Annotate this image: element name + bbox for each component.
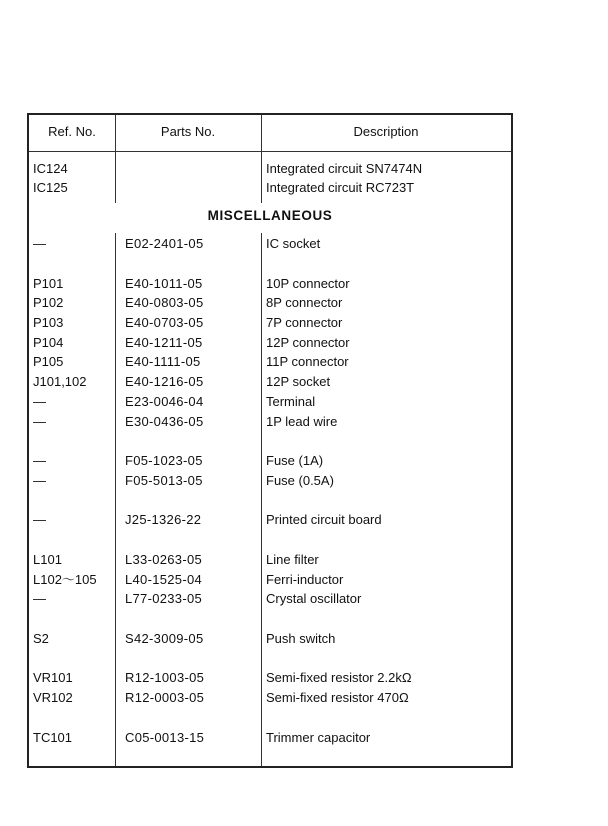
description-cell: 10P connector <box>266 276 350 291</box>
part-cell: E40-1111-05 <box>125 354 201 369</box>
description-cell: Semi-fixed resistor 2.2kΩ <box>266 670 412 685</box>
table-row <box>29 452 511 470</box>
table-row <box>29 294 511 312</box>
description-cell: Integrated circuit SN7474N <box>266 161 423 176</box>
description-cell: Line filter <box>266 552 319 567</box>
header-rule <box>29 151 511 152</box>
table-row <box>29 729 511 747</box>
description-cell: 1P lead wire <box>266 414 338 429</box>
ref-cell: L102～105 <box>33 572 97 587</box>
description-cell: Fuse (0.5A) <box>266 473 334 488</box>
table-row <box>29 334 511 352</box>
ref-cell: TC101 <box>33 730 73 745</box>
part-cell: L33-0263-05 <box>125 552 203 567</box>
part-cell: E30-0436-05 <box>125 414 204 429</box>
description-cell: IC socket <box>266 236 321 251</box>
table-row <box>29 235 511 253</box>
table-row <box>29 689 511 707</box>
ref-cell: P103 <box>33 315 64 330</box>
ref-cell: — <box>33 473 46 488</box>
part-cell: C05-0013-15 <box>125 730 205 745</box>
part-cell: F05-5013-05 <box>125 473 203 488</box>
description-cell: Terminal <box>266 394 316 409</box>
part-cell: E40-0803-05 <box>125 295 204 310</box>
table-row <box>29 590 511 608</box>
description-cell: 7P connector <box>266 315 343 330</box>
ref-cell: L101 <box>33 552 62 567</box>
table-row <box>29 630 511 648</box>
part-cell: J25-1326-22 <box>125 512 202 527</box>
description-cell: Printed circuit board <box>266 512 382 527</box>
part-cell: R12-0003-05 <box>125 690 205 705</box>
table-row <box>29 353 511 371</box>
part-cell: S42-3009-05 <box>125 631 204 646</box>
ref-cell: — <box>33 453 46 468</box>
ref-cell: — <box>33 512 46 527</box>
description-cell: Push switch <box>266 631 336 646</box>
part-cell: F05-1023-05 <box>125 453 203 468</box>
ref-cell: P104 <box>33 335 64 350</box>
ref-cell: — <box>33 414 46 429</box>
ref-cell: — <box>33 591 46 606</box>
part-cell: E40-1211-05 <box>125 335 203 350</box>
header-description: Description <box>353 124 419 139</box>
table-row <box>29 511 511 529</box>
ref-cell: IC125 <box>33 180 68 195</box>
description-cell: Crystal oscillator <box>266 591 362 606</box>
table-row <box>29 413 511 431</box>
ref-cell: P105 <box>33 354 64 369</box>
part-cell: E23-0046-04 <box>125 394 204 409</box>
description-cell: Fuse (1A) <box>266 453 324 468</box>
part-cell: E40-0703-05 <box>125 315 204 330</box>
table-row <box>29 373 511 391</box>
table-row <box>29 571 511 589</box>
table-row <box>29 314 511 332</box>
table-row <box>29 669 511 687</box>
ref-cell: VR101 <box>33 670 73 685</box>
description-cell: Integrated circuit RC723T <box>266 180 415 195</box>
description-cell: 11P connector <box>266 354 349 369</box>
table-row <box>29 472 511 490</box>
description-cell: Trimmer capacitor <box>266 730 371 745</box>
ref-cell: IC124 <box>33 161 68 176</box>
part-cell: L77-0233-05 <box>125 591 203 606</box>
description-cell: Semi-fixed resistor 470Ω <box>266 690 409 705</box>
table-row <box>29 179 511 197</box>
parts-table <box>27 113 513 768</box>
header-parts-no: Parts No. <box>160 124 216 139</box>
section-title: MISCELLANEOUS <box>207 208 333 223</box>
part-cell: E40-1216-05 <box>125 374 204 389</box>
part-cell: R12-1003-05 <box>125 670 205 685</box>
ref-cell: P101 <box>33 276 64 291</box>
part-cell: L40-1525-04 <box>125 572 203 587</box>
table-row <box>29 275 511 293</box>
description-cell: 12P connector <box>266 335 350 350</box>
ref-cell: — <box>33 236 46 251</box>
description-cell: 8P connector <box>266 295 343 310</box>
part-cell: E02-2401-05 <box>125 236 204 251</box>
table-row <box>29 160 511 178</box>
ref-cell: VR102 <box>33 690 73 705</box>
ref-cell: S2 <box>33 631 49 646</box>
description-cell: Ferri-inductor <box>266 572 344 587</box>
ref-cell: P102 <box>33 295 64 310</box>
description-cell: 12P socket <box>266 374 331 389</box>
table-row <box>29 551 511 569</box>
table-row <box>29 393 511 411</box>
header-ref-no: Ref. No. <box>48 124 96 139</box>
ref-cell: J101,102 <box>33 374 87 389</box>
part-cell: E40-1011-05 <box>125 276 203 291</box>
ref-cell: — <box>33 394 46 409</box>
